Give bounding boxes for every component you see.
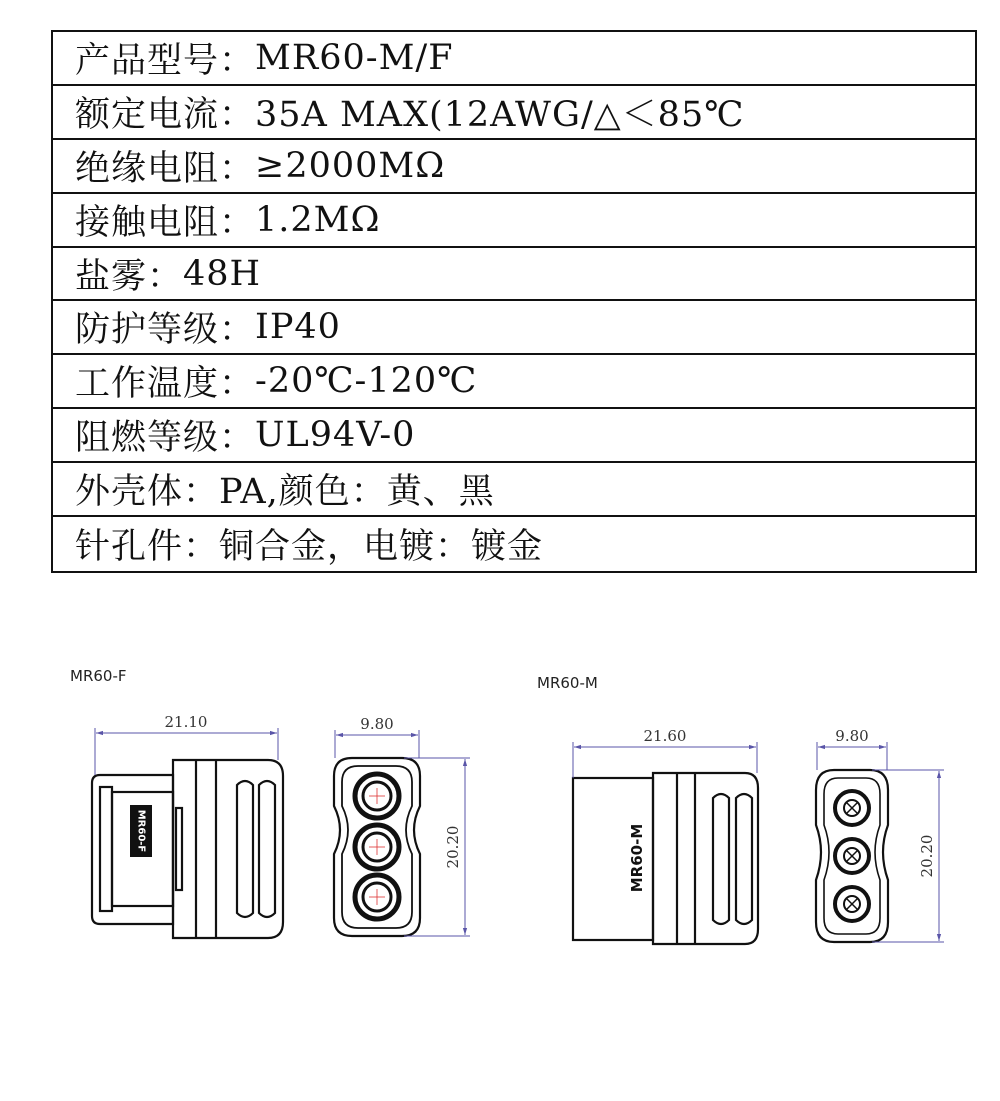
spec-label: 产品型号： bbox=[75, 40, 256, 81]
spec-value: ≥2000MΩ bbox=[255, 145, 446, 186]
male-side-view bbox=[573, 773, 758, 944]
male-side-width-label: 21.60 bbox=[643, 727, 687, 745]
spec-value: MR60-M/F bbox=[255, 37, 454, 78]
female-side-dimension bbox=[95, 713, 278, 775]
spec-label: 额定电流： bbox=[75, 94, 256, 135]
female-marking-text: MR60-F bbox=[135, 809, 147, 853]
male-side-dimension bbox=[573, 727, 757, 778]
spec-value: IP40 bbox=[255, 307, 341, 348]
spec-value: 铜合金，电镀：镀金 bbox=[219, 526, 544, 567]
female-drawing-title: MR60-F bbox=[70, 667, 127, 685]
spec-label: 针孔件： bbox=[75, 526, 220, 567]
male-drawing-title: MR60-M bbox=[537, 674, 598, 692]
female-front-centerlines bbox=[369, 788, 385, 905]
female-side-width-label: 21.10 bbox=[164, 713, 208, 731]
male-marking-text: MR60-M bbox=[628, 823, 646, 893]
spec-label: 防护等级： bbox=[75, 310, 256, 351]
male-front-view bbox=[816, 770, 888, 942]
spec-value: UL94V-0 bbox=[255, 415, 416, 456]
spec-label: 外壳体： bbox=[75, 472, 220, 513]
spec-label: 盐雾： bbox=[75, 256, 184, 297]
spec-label: 阻燃等级： bbox=[75, 418, 256, 459]
female-side-view bbox=[92, 760, 283, 938]
female-front-width-label: 9.80 bbox=[360, 715, 394, 733]
female-front-height-label: 20.20 bbox=[444, 825, 462, 869]
male-front-width-label: 9.80 bbox=[835, 727, 869, 745]
spec-value: PA,颜色：黄、黑 bbox=[219, 472, 495, 513]
spec-value: -20℃-120℃ bbox=[255, 361, 478, 402]
spec-value: 48H bbox=[183, 253, 262, 294]
spec-label: 接触电阻： bbox=[75, 202, 256, 243]
spec-label: 工作温度： bbox=[75, 364, 256, 405]
male-front-height-label: 20.20 bbox=[918, 834, 936, 878]
female-marking bbox=[130, 805, 152, 857]
spec-value: 1.2MΩ bbox=[255, 199, 381, 240]
spec-value: 35A MAX(12AWG/△＜85℃ bbox=[255, 94, 745, 135]
spec-label: 绝缘电阻： bbox=[75, 148, 256, 189]
